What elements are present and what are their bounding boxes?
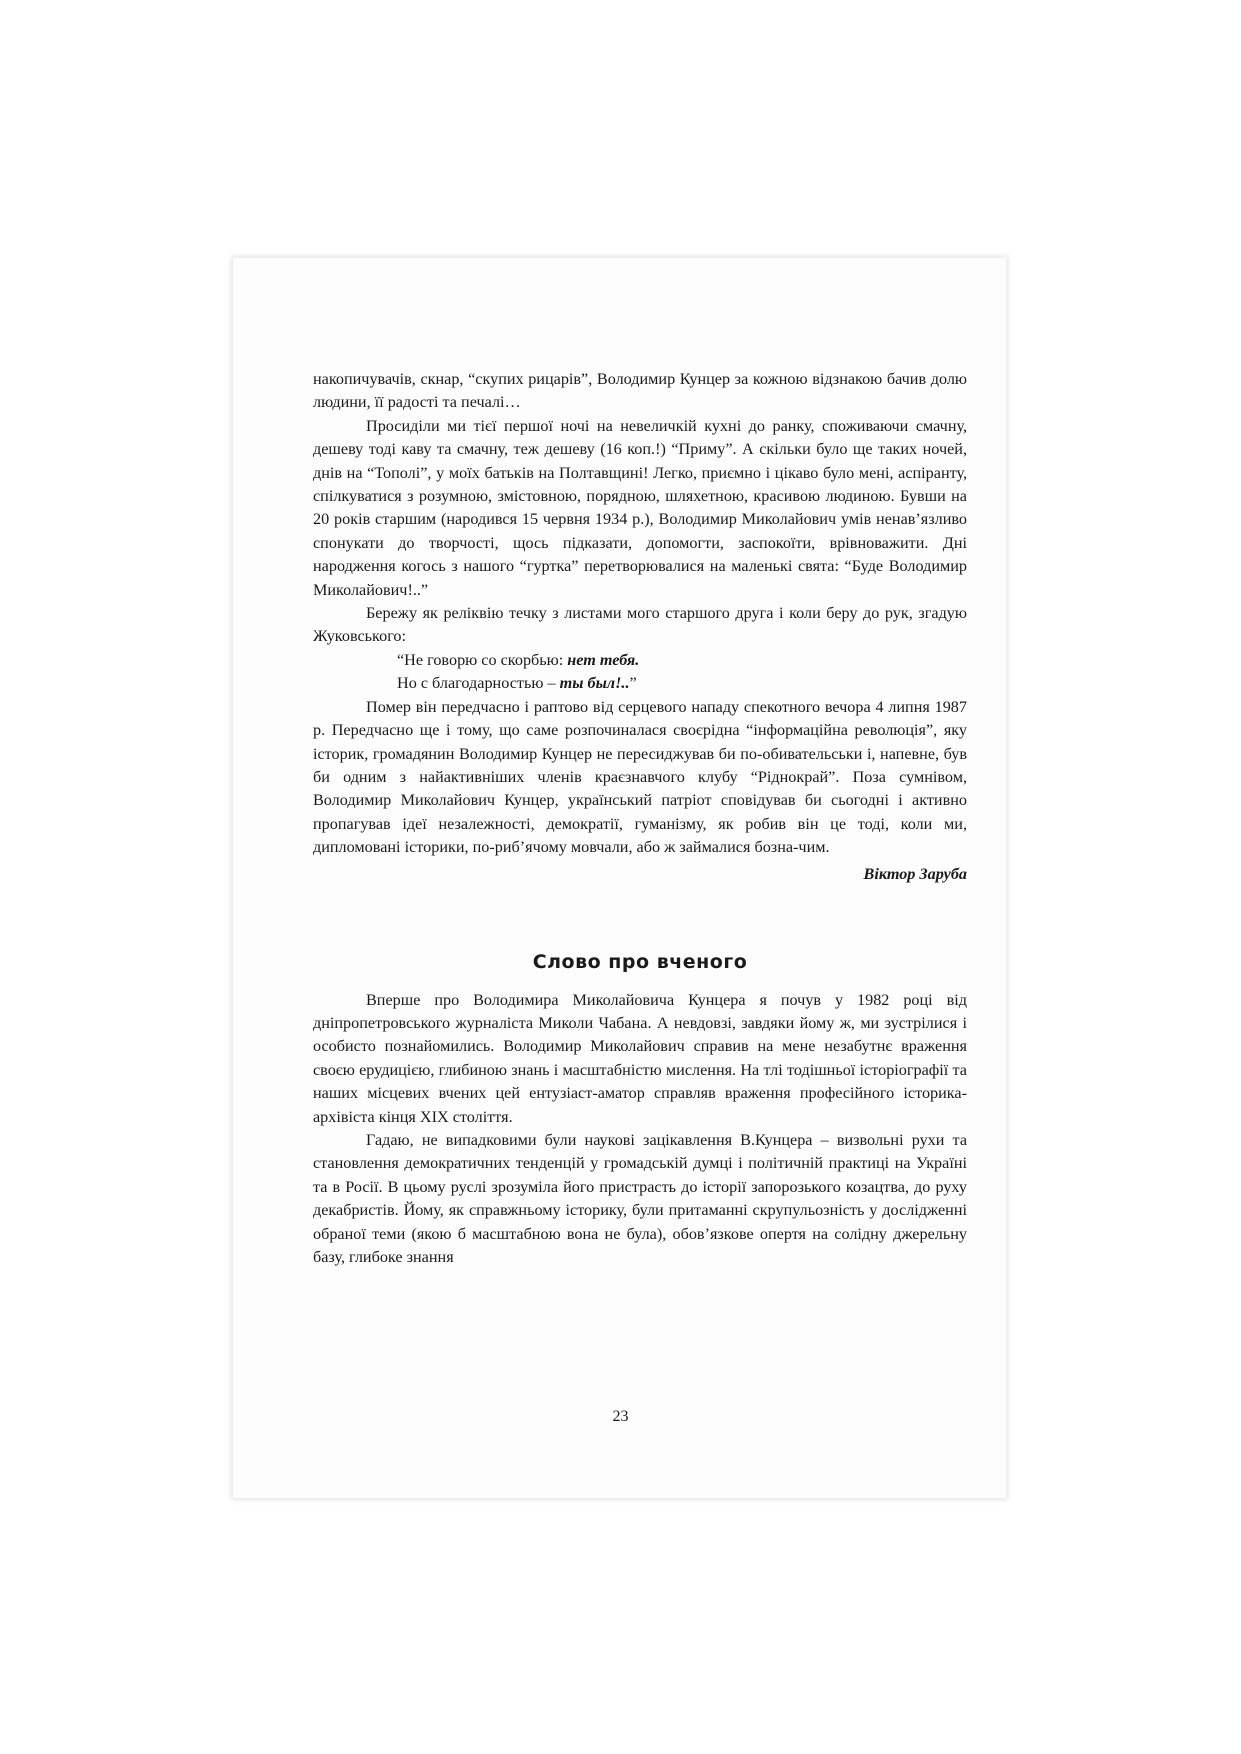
poem-line-2-text: Но с благодарностью – [397,674,560,693]
article2-paragraph-2: Гадаю, не випадковими були наукові зацікавлення В.Кунцера – визвольні рухи та становлення демократичних тенденцій у громадській думці і політичній практиці на Україні та в Росії. В цьому руслі зрозуміла його пристрасть до історії запорозького козацтва, до руху декабристів. Йому, як справжньому історику, були притаманні скрупульозність у дослідженні обраної теми (якою б масштабною вона не була), обов’язкове опертя на солідну джерельну базу, глибоке знання [313,1130,967,1266]
poem-line-2-end: ” [629,674,637,693]
page-content [313,368,967,1269]
article2-paragraph-1: Вперше про Володимира Миколайовича Кунцера я почув у 1982 році від дніпропетровського журналіста Миколи Чабана. А невдовзі, завдяки йому ж, ми зустрілися і особисто познайомились. Володимир Миколайович справив на мене незабутнє враження своєю ерудицією, глибиною знань і масштабністю мислення. На тлі тодішньої історіографії та наших місцевих вчених цей ентузіаст-аматор справляв враження професійного історика-архівіста кінця XIX століття. [313,990,967,1126]
poem-line-1 [397,649,967,672]
page-number: 23 [612,1408,629,1425]
poem-line-2 [397,672,967,695]
poem-quote [313,649,967,696]
author-signature: Віктор Заруба [863,864,967,883]
article1-paragraph-2: Просиділи ми тієї першої ночі на невеличкій кухні до ранку, споживаючи смачну, дешеву тоді каву та смачну, теж дешеву (16 коп.!) “Приму”. А скільки було ще таких ночей, днів на “Тополі”, у моїх батьків на Полтавщині! Легко, приємно і цікаво було мені, аспіранту, спілкуватися з розумною, змістовною, порядною, шляхетною, красивою людиною. Бувши на 20 років старшим (народився 15 червня 1934 р.), Володимир Миколайович умів ненав’язливо спонукати до творчості, щось підказати, допомогти, заспокоїти, врівноважити. Дні народження когось з нашого “гуртка” перетворювалися на маленькі свята: “Буде Володимир Миколайович!..” [313,416,967,599]
section-title: Слово про вченого [532,950,748,973]
article1-paragraph-1: накопичувачів, скнар, “скупих рицарів”, Володимир Кунцер за кожною відзнакою бачив долю людини, її радості та печалі… [313,370,967,412]
article1-paragraph-3: Бережу як реліквію течку з листами мого старшого друга і коли беру до рук, згадую Жуковського: [313,604,967,646]
poem-line-1-emphasis: нет тебя. [567,650,640,669]
poem-line-2-emphasis: ты был!.. [559,674,630,693]
poem-line-1-text: “Не говорю со скорбью: [397,650,568,669]
article1-paragraph-4: Помер він передчасно і раптово від серцевого нападу спекотного вечора 4 липня 1987 р. Передчасно ще і тому, що саме розпочиналася своєрідна “інформаційна революція”, яку історик, громадянин Володимир Кунцер не пересиджував би по-обивательськи і, напевне, був би одним з найактивніших членів краєзнавчого клубу “Ріднокрай”. Поза сумнівом, Володимир Миколайович Кунцер, український патріот сповідував би сьогодні і активно пропагував ідеї незалежності, демократії, гуманізму, як робив він це тоді, коли ми, дипломовані історики, по-риб’ячому мовчали, або ж займалися бозна-чим. [313,697,967,857]
